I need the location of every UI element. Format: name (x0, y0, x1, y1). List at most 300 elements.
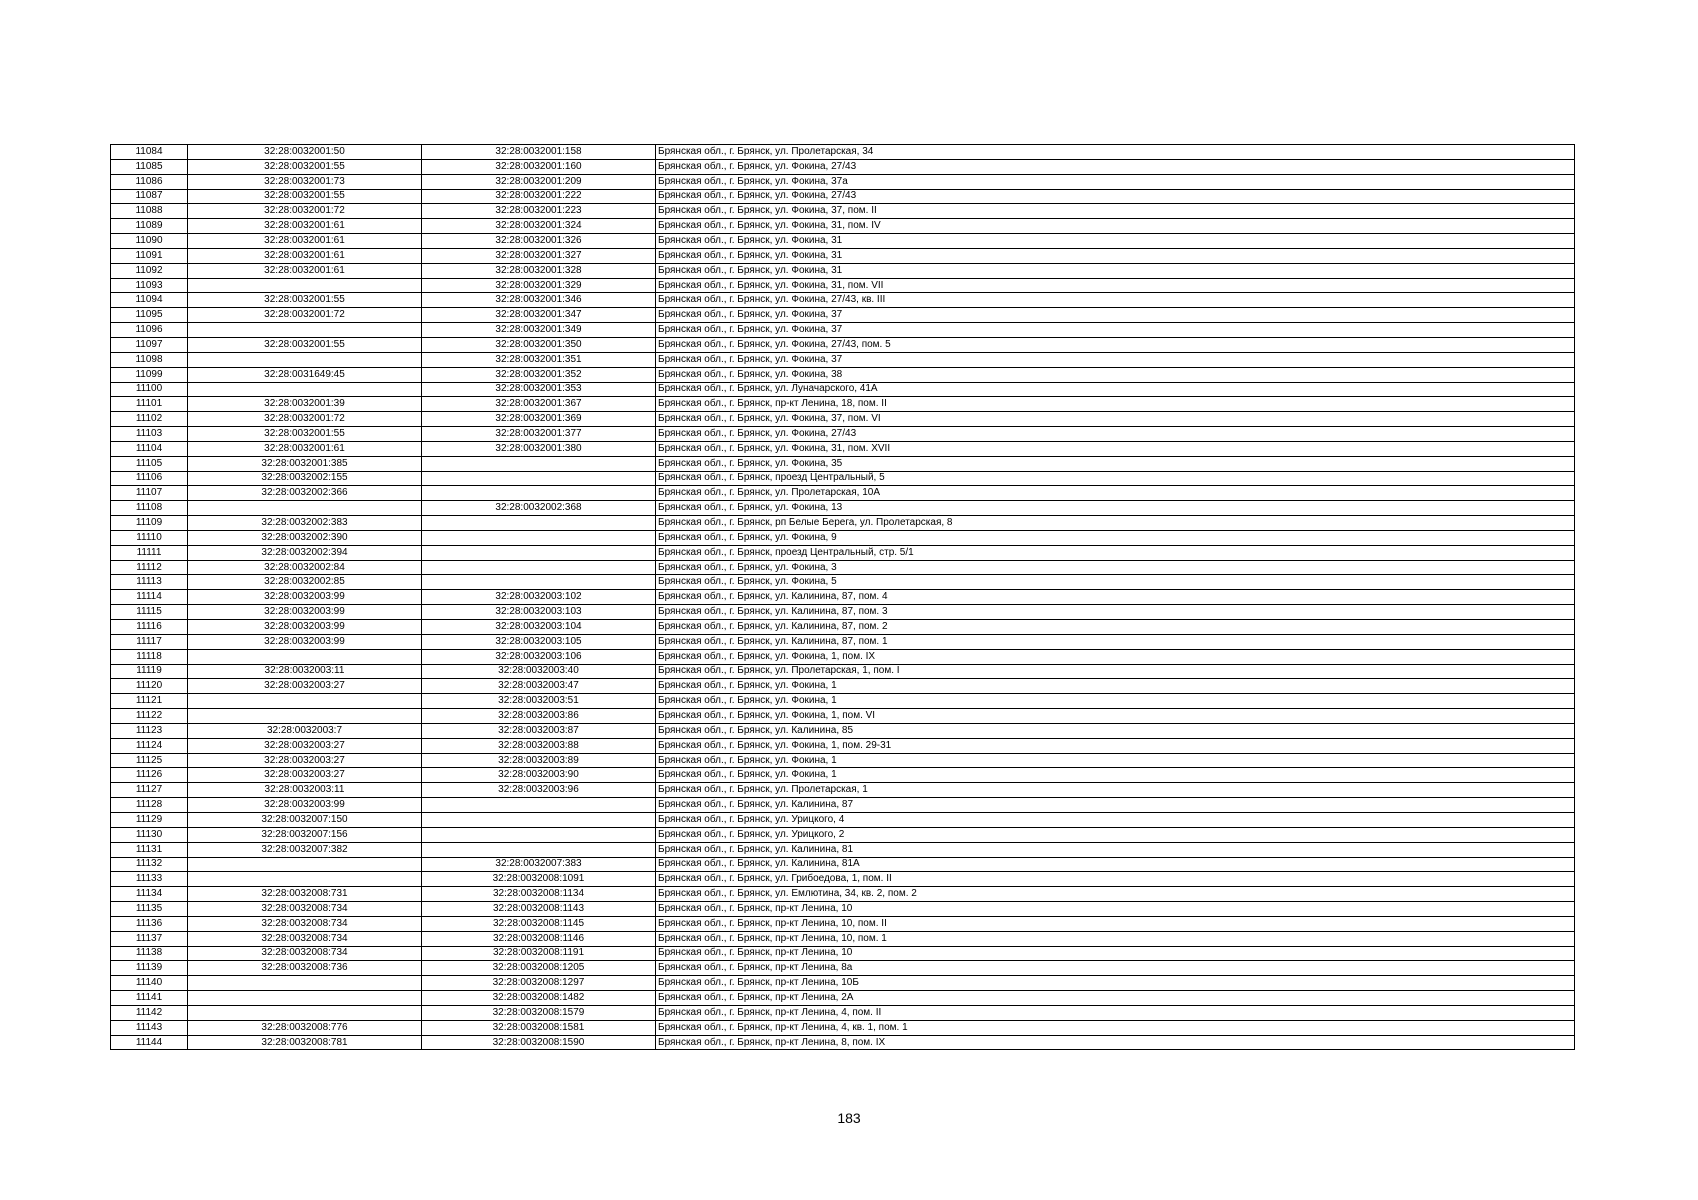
parcel-cadastral-cell: 32:28:0032002:85 (188, 575, 422, 590)
row-number-cell: 11118 (111, 649, 188, 664)
parcel-cadastral-cell (188, 709, 422, 724)
row-number-cell: 11141 (111, 991, 188, 1006)
object-cadastral-cell: 32:28:0032001:222 (422, 189, 656, 204)
address-cell: Брянская обл., г. Брянск, ул. Фокина, 38 (656, 367, 1575, 382)
address-cell: Брянская обл., г. Брянск, ул. Фокина, 1 (656, 679, 1575, 694)
row-number-cell: 11127 (111, 783, 188, 798)
parcel-cadastral-cell: 32:28:0032002:390 (188, 530, 422, 545)
address-cell: Брянская обл., г. Брянск, ул. Фокина, 31 (656, 263, 1575, 278)
row-number-cell: 11092 (111, 263, 188, 278)
parcel-cadastral-cell: 32:28:0032001:55 (188, 337, 422, 352)
address-cell: Брянская обл., г. Брянск, пр-кт Ленина, 4, кв. 1, пом. 1 (656, 1020, 1575, 1035)
table-row (111, 382, 1575, 397)
object-cadastral-cell: 32:28:0032008:1205 (422, 961, 656, 976)
table-row (111, 620, 1575, 635)
object-cadastral-cell: 32:28:0032001:326 (422, 234, 656, 249)
row-number-cell: 11140 (111, 976, 188, 991)
object-cadastral-cell (422, 560, 656, 575)
parcel-cadastral-cell: 32:28:0032003:99 (188, 590, 422, 605)
table-row (111, 946, 1575, 961)
row-number-cell: 11111 (111, 545, 188, 560)
address-cell: Брянская обл., г. Брянск, ул. Фокина, 1, пом. IX (656, 649, 1575, 664)
parcel-cadastral-cell (188, 501, 422, 516)
object-cadastral-cell: 32:28:0032003:106 (422, 649, 656, 664)
row-number-cell: 11086 (111, 174, 188, 189)
row-number-cell: 11124 (111, 738, 188, 753)
address-cell: Брянская обл., г. Брянск, ул. Калинина, 87 (656, 798, 1575, 813)
table-row (111, 1005, 1575, 1020)
table-row (111, 783, 1575, 798)
table-row (111, 486, 1575, 501)
table-row (111, 842, 1575, 857)
object-cadastral-cell: 32:28:0032001:352 (422, 367, 656, 382)
parcel-cadastral-cell: 32:28:0032008:781 (188, 1035, 422, 1050)
table-row (111, 501, 1575, 516)
table-row (111, 768, 1575, 783)
table-row (111, 337, 1575, 352)
object-cadastral-cell: 32:28:0032003:86 (422, 709, 656, 724)
parcel-cadastral-cell: 32:28:0032007:150 (188, 812, 422, 827)
address-cell: Брянская обл., г. Брянск, ул. Фокина, 37 (656, 323, 1575, 338)
address-cell: Брянская обл., г. Брянск, ул. Фокина, 37, пом. II (656, 204, 1575, 219)
object-cadastral-cell: 32:28:0032008:1091 (422, 872, 656, 887)
object-cadastral-cell: 32:28:0032001:346 (422, 293, 656, 308)
address-cell: Брянская обл., г. Брянск, ул. Фокина, 1 (656, 753, 1575, 768)
address-cell: Брянская обл., г. Брянск, ул. Калинина, 81 (656, 842, 1575, 857)
parcel-cadastral-cell (188, 991, 422, 1006)
address-cell: Брянская обл., г. Брянск, пр-кт Ленина, 10 (656, 902, 1575, 917)
address-cell: Брянская обл., г. Брянск, ул. Пролетарская, 1 (656, 783, 1575, 798)
object-cadastral-cell: 32:28:0032008:1581 (422, 1020, 656, 1035)
table-row (111, 1035, 1575, 1050)
row-number-cell: 11101 (111, 397, 188, 412)
row-number-cell: 11129 (111, 812, 188, 827)
object-cadastral-cell: 32:28:0032008:1145 (422, 916, 656, 931)
row-number-cell: 11134 (111, 887, 188, 902)
parcel-cadastral-cell: 32:28:0032008:734 (188, 902, 422, 917)
row-number-cell: 11136 (111, 916, 188, 931)
address-cell: Брянская обл., г. Брянск, ул. Фокина, 27/43 (656, 159, 1575, 174)
address-cell: Брянская обл., г. Брянск, ул. Фокина, 1, пом. 29-31 (656, 738, 1575, 753)
address-cell: Брянская обл., г. Брянск, ул. Фокина, 27/43, кв. III (656, 293, 1575, 308)
address-cell: Брянская обл., г. Брянск, ул. Фокина, 31 (656, 234, 1575, 249)
parcel-cadastral-cell: 32:28:0032008:734 (188, 946, 422, 961)
parcel-cadastral-cell (188, 1005, 422, 1020)
row-number-cell: 11107 (111, 486, 188, 501)
parcel-cadastral-cell: 32:28:0032003:27 (188, 753, 422, 768)
parcel-cadastral-cell: 32:28:0032001:61 (188, 219, 422, 234)
row-number-cell: 11109 (111, 516, 188, 531)
address-cell: Брянская обл., г. Брянск, ул. Фокина, 31, пом. XVII (656, 441, 1575, 456)
parcel-cadastral-cell: 32:28:0032001:72 (188, 412, 422, 427)
table-row (111, 590, 1575, 605)
parcel-cadastral-cell: 32:28:0032001:385 (188, 456, 422, 471)
row-number-cell: 11122 (111, 709, 188, 724)
table-row (111, 174, 1575, 189)
parcel-cadastral-cell: 32:28:0032002:394 (188, 545, 422, 560)
object-cadastral-cell: 32:28:0032008:1297 (422, 976, 656, 991)
row-number-cell: 11133 (111, 872, 188, 887)
table-row (111, 412, 1575, 427)
parcel-cadastral-cell: 32:28:0032001:50 (188, 145, 422, 160)
table-row (111, 887, 1575, 902)
table-row (111, 427, 1575, 442)
row-number-cell: 11137 (111, 931, 188, 946)
row-number-cell: 11110 (111, 530, 188, 545)
parcel-cadastral-cell: 32:28:0032003:99 (188, 798, 422, 813)
object-cadastral-cell (422, 812, 656, 827)
row-number-cell: 11112 (111, 560, 188, 575)
object-cadastral-cell: 32:28:0032003:88 (422, 738, 656, 753)
parcel-cadastral-cell: 32:28:0032001:55 (188, 293, 422, 308)
parcel-cadastral-cell (188, 352, 422, 367)
parcel-cadastral-cell: 32:28:0032001:72 (188, 204, 422, 219)
address-cell: Брянская обл., г. Брянск, ул. Фокина, 31, пом. IV (656, 219, 1575, 234)
row-number-cell: 11100 (111, 382, 188, 397)
address-cell: Брянская обл., г. Брянск, пр-кт Ленина, 10, пом. 1 (656, 931, 1575, 946)
object-cadastral-cell: 32:28:0032001:349 (422, 323, 656, 338)
table-row (111, 545, 1575, 560)
parcel-cadastral-cell: 32:28:0032003:27 (188, 738, 422, 753)
object-cadastral-cell: 32:28:0032001:327 (422, 248, 656, 263)
parcel-cadastral-cell: 32:28:0032003:11 (188, 783, 422, 798)
object-cadastral-cell: 32:28:0032003:87 (422, 723, 656, 738)
parcel-cadastral-cell: 32:28:0032003:11 (188, 664, 422, 679)
address-cell: Брянская обл., г. Брянск, ул. Урицкого, 4 (656, 812, 1575, 827)
row-number-cell: 11126 (111, 768, 188, 783)
table-row (111, 145, 1575, 160)
object-cadastral-cell: 32:28:0032001:160 (422, 159, 656, 174)
address-cell: Брянская обл., г. Брянск, ул. Калинина, 87, пом. 4 (656, 590, 1575, 605)
table-row (111, 308, 1575, 323)
address-cell: Брянская обл., г. Брянск, ул. Фокина, 31, пом. VII (656, 278, 1575, 293)
parcel-cadastral-cell (188, 649, 422, 664)
object-cadastral-cell: 32:28:0032001:223 (422, 204, 656, 219)
object-cadastral-cell (422, 798, 656, 813)
table-row (111, 352, 1575, 367)
parcel-cadastral-cell (188, 857, 422, 872)
row-number-cell: 11119 (111, 664, 188, 679)
parcel-cadastral-cell: 32:28:0032002:383 (188, 516, 422, 531)
parcel-cadastral-cell: 32:28:0032001:39 (188, 397, 422, 412)
table-row (111, 367, 1575, 382)
parcel-cadastral-cell (188, 694, 422, 709)
object-cadastral-cell: 32:28:0032001:350 (422, 337, 656, 352)
row-number-cell: 11105 (111, 456, 188, 471)
address-cell: Брянская обл., г. Брянск, ул. Пролетарская, 10А (656, 486, 1575, 501)
address-cell: Брянская обл., г. Брянск, проезд Центральный, стр. 5/1 (656, 545, 1575, 560)
parcel-cadastral-cell: 32:28:0032003:27 (188, 679, 422, 694)
table-row (111, 902, 1575, 917)
object-cadastral-cell: 32:28:0032001:329 (422, 278, 656, 293)
row-number-cell: 11099 (111, 367, 188, 382)
address-cell: Брянская обл., г. Брянск, пр-кт Ленина, 10Б (656, 976, 1575, 991)
table-row (111, 664, 1575, 679)
address-cell: Брянская обл., г. Брянск, ул. Фокина, 9 (656, 530, 1575, 545)
address-cell: Брянская обл., г. Брянск, ул. Калинина, 87, пом. 1 (656, 634, 1575, 649)
table-row (111, 753, 1575, 768)
row-number-cell: 11085 (111, 159, 188, 174)
table-row (111, 709, 1575, 724)
parcel-cadastral-cell (188, 323, 422, 338)
table-row (111, 278, 1575, 293)
row-number-cell: 11108 (111, 501, 188, 516)
address-cell: Брянская обл., г. Брянск, пр-кт Ленина, 4, пом. II (656, 1005, 1575, 1020)
object-cadastral-cell: 32:28:0032008:1482 (422, 991, 656, 1006)
address-cell: Брянская обл., г. Брянск, рп Белые Берега, ул. Пролетарская, 8 (656, 516, 1575, 531)
row-number-cell: 11135 (111, 902, 188, 917)
object-cadastral-cell: 32:28:0032001:369 (422, 412, 656, 427)
parcel-cadastral-cell: 32:28:0032002:84 (188, 560, 422, 575)
table-row (111, 471, 1575, 486)
row-number-cell: 11090 (111, 234, 188, 249)
object-cadastral-cell: 32:28:0032001:324 (422, 219, 656, 234)
address-cell: Брянская обл., г. Брянск, ул. Калинина, 81А (656, 857, 1575, 872)
address-cell: Брянская обл., г. Брянск, ул. Фокина, 31 (656, 248, 1575, 263)
parcel-cadastral-cell: 32:28:0032008:734 (188, 931, 422, 946)
row-number-cell: 11121 (111, 694, 188, 709)
object-cadastral-cell: 32:28:0032001:209 (422, 174, 656, 189)
address-cell: Брянская обл., г. Брянск, ул. Фокина, 35 (656, 456, 1575, 471)
table-row (111, 323, 1575, 338)
row-number-cell: 11087 (111, 189, 188, 204)
parcel-cadastral-cell: 32:28:0032003:99 (188, 634, 422, 649)
address-cell: Брянская обл., г. Брянск, ул. Пролетарская, 34 (656, 145, 1575, 160)
table-row (111, 293, 1575, 308)
row-number-cell: 11113 (111, 575, 188, 590)
row-number-cell: 11139 (111, 961, 188, 976)
row-number-cell: 11098 (111, 352, 188, 367)
table-row (111, 991, 1575, 1006)
row-number-cell: 11116 (111, 620, 188, 635)
row-number-cell: 11132 (111, 857, 188, 872)
parcel-cadastral-cell: 32:28:0032008:776 (188, 1020, 422, 1035)
row-number-cell: 11096 (111, 323, 188, 338)
parcel-cadastral-cell: 32:28:0032001:55 (188, 189, 422, 204)
table-row (111, 560, 1575, 575)
table-row (111, 189, 1575, 204)
object-cadastral-cell: 32:28:0032001:328 (422, 263, 656, 278)
table-row (111, 530, 1575, 545)
table-row (111, 263, 1575, 278)
row-number-cell: 11102 (111, 412, 188, 427)
address-cell: Брянская обл., г. Брянск, ул. Емлютина, 34, кв. 2, пом. 2 (656, 887, 1575, 902)
registry-table-body (111, 145, 1575, 1050)
row-number-cell: 11125 (111, 753, 188, 768)
address-cell: Брянская обл., г. Брянск, ул. Урицкого, 2 (656, 827, 1575, 842)
table-row (111, 961, 1575, 976)
address-cell: Брянская обл., г. Брянск, ул. Фокина, 13 (656, 501, 1575, 516)
table-row (111, 976, 1575, 991)
parcel-cadastral-cell: 32:28:0032001:61 (188, 441, 422, 456)
object-cadastral-cell: 32:28:0032001:351 (422, 352, 656, 367)
row-number-cell: 11106 (111, 471, 188, 486)
row-number-cell: 11117 (111, 634, 188, 649)
address-cell: Брянская обл., г. Брянск, ул. Фокина, 5 (656, 575, 1575, 590)
row-number-cell: 11142 (111, 1005, 188, 1020)
parcel-cadastral-cell: 32:28:0032001:73 (188, 174, 422, 189)
object-cadastral-cell (422, 827, 656, 842)
address-cell: Брянская обл., г. Брянск, пр-кт Ленина, 2А (656, 991, 1575, 1006)
parcel-cadastral-cell: 32:28:0032003:99 (188, 605, 422, 620)
row-number-cell: 11094 (111, 293, 188, 308)
object-cadastral-cell: 32:28:0032003:96 (422, 783, 656, 798)
address-cell: Брянская обл., г. Брянск, ул. Луначарского, 41А (656, 382, 1575, 397)
address-cell: Брянская обл., г. Брянск, ул. Фокина, 37 (656, 308, 1575, 323)
row-number-cell: 11123 (111, 723, 188, 738)
object-cadastral-cell (422, 545, 656, 560)
row-number-cell: 11130 (111, 827, 188, 842)
row-number-cell: 11088 (111, 204, 188, 219)
parcel-cadastral-cell: 32:28:0032002:366 (188, 486, 422, 501)
address-cell: Брянская обл., г. Брянск, проезд Центральный, 5 (656, 471, 1575, 486)
parcel-cadastral-cell: 32:28:0032003:7 (188, 723, 422, 738)
object-cadastral-cell: 32:28:0032003:51 (422, 694, 656, 709)
parcel-cadastral-cell: 32:28:0032002:155 (188, 471, 422, 486)
row-number-cell: 11143 (111, 1020, 188, 1035)
table-row (111, 649, 1575, 664)
address-cell: Брянская обл., г. Брянск, ул. Фокина, 1 (656, 768, 1575, 783)
table-row (111, 738, 1575, 753)
address-cell: Брянская обл., г. Брянск, ул. Калинина, 85 (656, 723, 1575, 738)
address-cell: Брянская обл., г. Брянск, ул. Грибоедова, 1, пом. II (656, 872, 1575, 887)
row-number-cell: 11089 (111, 219, 188, 234)
address-cell: Брянская обл., г. Брянск, пр-кт Ленина, 8а (656, 961, 1575, 976)
object-cadastral-cell: 32:28:0032003:89 (422, 753, 656, 768)
table-row (111, 456, 1575, 471)
parcel-cadastral-cell: 32:28:0032001:55 (188, 427, 422, 442)
address-cell: Брянская обл., г. Брянск, пр-кт Ленина, 8, пом. IX (656, 1035, 1575, 1050)
table-row (111, 605, 1575, 620)
table-row (111, 234, 1575, 249)
address-cell: Брянская обл., г. Брянск, ул. Фокина, 37а (656, 174, 1575, 189)
table-row (111, 219, 1575, 234)
row-number-cell: 11114 (111, 590, 188, 605)
row-number-cell: 11138 (111, 946, 188, 961)
parcel-cadastral-cell (188, 278, 422, 293)
row-number-cell: 11095 (111, 308, 188, 323)
address-cell: Брянская обл., г. Брянск, ул. Калинина, 87, пом. 3 (656, 605, 1575, 620)
table-row (111, 857, 1575, 872)
row-number-cell: 11131 (111, 842, 188, 857)
table-row (111, 441, 1575, 456)
object-cadastral-cell: 32:28:0032003:105 (422, 634, 656, 649)
row-number-cell: 11103 (111, 427, 188, 442)
parcel-cadastral-cell: 32:28:0031649:45 (188, 367, 422, 382)
parcel-cadastral-cell: 32:28:0032001:72 (188, 308, 422, 323)
address-cell: Брянская обл., г. Брянск, пр-кт Ленина, 18, пом. II (656, 397, 1575, 412)
address-cell: Брянская обл., г. Брянск, ул. Фокина, 27/43, пом. 5 (656, 337, 1575, 352)
object-cadastral-cell (422, 471, 656, 486)
table-row (111, 723, 1575, 738)
table-row (111, 397, 1575, 412)
object-cadastral-cell: 32:28:0032001:380 (422, 441, 656, 456)
table-row (111, 827, 1575, 842)
object-cadastral-cell (422, 516, 656, 531)
parcel-cadastral-cell: 32:28:0032001:61 (188, 263, 422, 278)
row-number-cell: 11084 (111, 145, 188, 160)
row-number-cell: 11144 (111, 1035, 188, 1050)
object-cadastral-cell: 32:28:0032003:102 (422, 590, 656, 605)
object-cadastral-cell: 32:28:0032001:353 (422, 382, 656, 397)
object-cadastral-cell: 32:28:0032001:158 (422, 145, 656, 160)
address-cell: Брянская обл., г. Брянск, ул. Фокина, 37, пом. VI (656, 412, 1575, 427)
table-row (111, 812, 1575, 827)
parcel-cadastral-cell (188, 382, 422, 397)
object-cadastral-cell: 32:28:0032003:47 (422, 679, 656, 694)
row-number-cell: 11091 (111, 248, 188, 263)
address-cell: Брянская обл., г. Брянск, ул. Фокина, 27/43 (656, 427, 1575, 442)
parcel-cadastral-cell (188, 976, 422, 991)
object-cadastral-cell (422, 575, 656, 590)
object-cadastral-cell: 32:28:0032008:1579 (422, 1005, 656, 1020)
table-row (111, 1020, 1575, 1035)
table-row (111, 516, 1575, 531)
row-number-cell: 11097 (111, 337, 188, 352)
row-number-cell: 11128 (111, 798, 188, 813)
registry-table (110, 144, 1575, 1050)
object-cadastral-cell: 32:28:0032003:90 (422, 768, 656, 783)
address-cell: Брянская обл., г. Брянск, ул. Фокина, 1 (656, 694, 1575, 709)
parcel-cadastral-cell: 32:28:0032003:27 (188, 768, 422, 783)
object-cadastral-cell: 32:28:0032001:367 (422, 397, 656, 412)
parcel-cadastral-cell: 32:28:0032001:55 (188, 159, 422, 174)
parcel-cadastral-cell: 32:28:0032001:61 (188, 248, 422, 263)
page-number: 183 (837, 1110, 861, 1126)
table-row (111, 931, 1575, 946)
parcel-cadastral-cell: 32:28:0032008:734 (188, 916, 422, 931)
table-row (111, 159, 1575, 174)
object-cadastral-cell: 32:28:0032003:103 (422, 605, 656, 620)
row-number-cell: 11115 (111, 605, 188, 620)
object-cadastral-cell: 32:28:0032003:40 (422, 664, 656, 679)
address-cell: Брянская обл., г. Брянск, пр-кт Ленина, 10 (656, 946, 1575, 961)
parcel-cadastral-cell: 32:28:0032001:61 (188, 234, 422, 249)
object-cadastral-cell (422, 456, 656, 471)
object-cadastral-cell: 32:28:0032003:104 (422, 620, 656, 635)
parcel-cadastral-cell: 32:28:0032003:99 (188, 620, 422, 635)
object-cadastral-cell: 32:28:0032007:383 (422, 857, 656, 872)
table-row (111, 575, 1575, 590)
address-cell: Брянская обл., г. Брянск, ул. Фокина, 1, пом. VI (656, 709, 1575, 724)
object-cadastral-cell: 32:28:0032002:368 (422, 501, 656, 516)
table-row (111, 634, 1575, 649)
address-cell: Брянская обл., г. Брянск, ул. Фокина, 27/43 (656, 189, 1575, 204)
object-cadastral-cell (422, 842, 656, 857)
table-row (111, 694, 1575, 709)
object-cadastral-cell: 32:28:0032008:1191 (422, 946, 656, 961)
parcel-cadastral-cell: 32:28:0032007:382 (188, 842, 422, 857)
parcel-cadastral-cell: 32:28:0032007:156 (188, 827, 422, 842)
object-cadastral-cell: 32:28:0032008:1590 (422, 1035, 656, 1050)
row-number-cell: 11093 (111, 278, 188, 293)
object-cadastral-cell (422, 486, 656, 501)
address-cell: Брянская обл., г. Брянск, пр-кт Ленина, 10, пом. II (656, 916, 1575, 931)
address-cell: Брянская обл., г. Брянск, ул. Калинина, 87, пом. 2 (656, 620, 1575, 635)
parcel-cadastral-cell: 32:28:0032008:736 (188, 961, 422, 976)
parcel-cadastral-cell: 32:28:0032008:731 (188, 887, 422, 902)
table-row (111, 204, 1575, 219)
address-cell: Брянская обл., г. Брянск, ул. Фокина, 37 (656, 352, 1575, 367)
object-cadastral-cell: 32:28:0032001:377 (422, 427, 656, 442)
table-row (111, 798, 1575, 813)
object-cadastral-cell: 32:28:0032008:1143 (422, 902, 656, 917)
object-cadastral-cell: 32:28:0032008:1146 (422, 931, 656, 946)
table-row (111, 679, 1575, 694)
table-row (111, 248, 1575, 263)
row-number-cell: 11120 (111, 679, 188, 694)
table-row (111, 872, 1575, 887)
